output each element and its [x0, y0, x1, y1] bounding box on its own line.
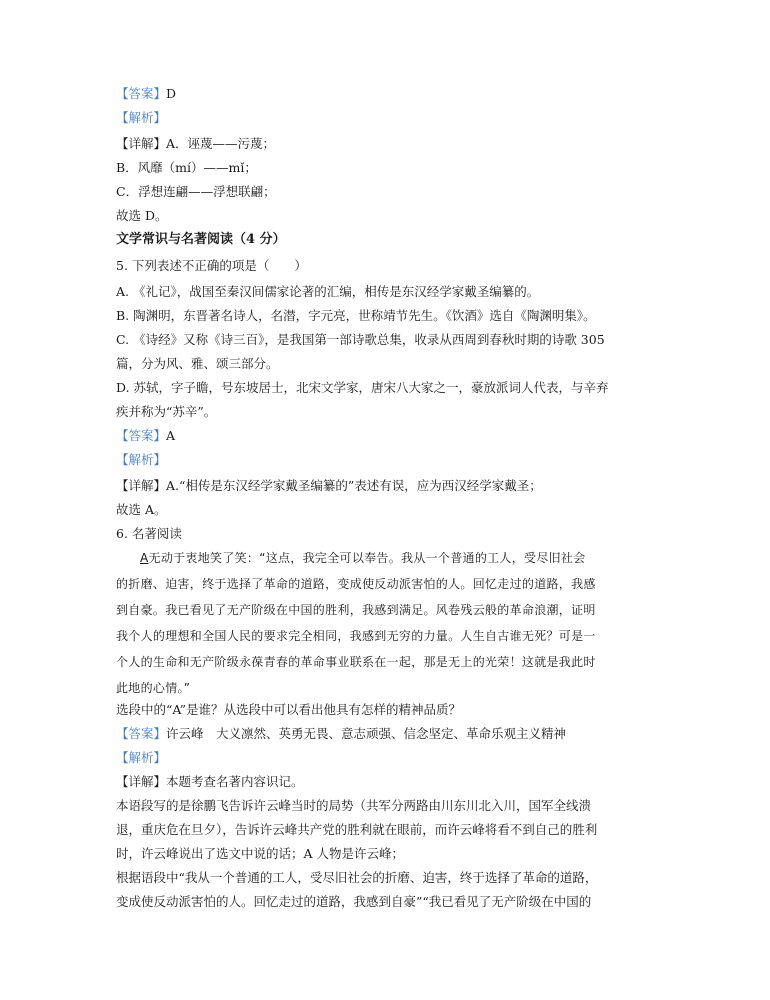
q5-stem: 5. 下列表述不正确的项是（ ）	[116, 258, 307, 273]
answer-tag: 【答案】	[116, 86, 167, 101]
q6-title: 6. 名著阅读	[116, 526, 182, 541]
q6-quote-line1-text: 无动于衷地笑了笑：“这点，我完全可以奉告。我从一个普通的工人，受尽旧社会	[148, 551, 586, 565]
q4-answer-value: D	[166, 86, 177, 101]
q6-answer-line	[116, 726, 566, 742]
q6-quote-marker: A	[140, 551, 149, 565]
q4-answer-line	[116, 86, 176, 102]
q6-quote-line4: 我个人的理想和全国人民的要求完全相同，我感到无穷的力量。人生自古谁无死？可是一	[116, 629, 596, 643]
q4-detail-a: A．诬蔑——污蔑；	[166, 136, 276, 151]
q6-para1-line1: 本语段写的是徐鹏飞告诉许云峰当时的局势（共军分两路由川东川北入川，国军全线溃	[116, 798, 592, 813]
q6-detail-line	[116, 774, 304, 790]
q6-para2-line2: 变成使反动派害怕的人。回忆走过的道路，我感到自豪”“我已看见了无产阶级在中国的	[116, 894, 592, 909]
q6-quote-line3: 到自豪。我已看见了无产阶级在中国的胜利，我感到满足。风卷残云般的革命浪潮，证明	[116, 603, 596, 617]
q6-quote-line5: 个人的生命和无产阶级永葆青春的革命事业联系在一起，那是无上的光荣！这就是我此时	[116, 655, 596, 669]
answer-tag: 【答案】	[116, 726, 167, 741]
q6-para1-line3: 时，许云峰说出了选文中说的话；A 人物是许云峰；	[116, 846, 405, 861]
q5-option-c-line2: 篇，分为风、雅、颂三部分。	[116, 356, 279, 371]
q5-option-c-line1: C. 《诗经》又称《诗三百》，是我国第一部诗歌总集，收录从西周到春秋时期的诗歌 305	[116, 332, 605, 347]
q6-question: 选段中的“A”是谁？从选段中可以看出他具有怎样的精神品质？	[116, 702, 461, 717]
q5-option-b: B. 陶渊明，东晋著名诗人，名潜，字元亮，世称靖节先生。《饮酒》选自《陶渊明集》。	[116, 308, 596, 323]
q4-analysis-tag: 【解析】	[116, 110, 167, 125]
q4-detail-c: C．浮想连翩——浮想联翩；	[116, 184, 276, 199]
q5-answer-value: A	[166, 428, 176, 443]
q4-detail-b: B．风靡（mí）——mǐ；	[116, 160, 257, 175]
answer-tag: 【答案】	[116, 428, 167, 443]
q6-analysis-tag: 【解析】	[116, 750, 167, 765]
q5-option-a: A. 《礼记》，战国至秦汉间儒家论著的汇编，相传是东汉经学家戴圣编纂的。	[116, 284, 540, 299]
q5-conclusion: 故选 A。	[116, 502, 167, 517]
section-heading: 文学常识与名著阅读（4 分）	[116, 232, 286, 247]
q6-para1-line2: 退，重庆危在旦夕），告诉许云峰共产党的胜利就在眼前，而许云峰将看不到自己的胜利	[116, 822, 598, 837]
q5-option-d-line1: D. 苏轼，字子瞻，号东坡居士，北宋文学家，唐宋八大家之一，豪放派词人代表，与辛弃	[116, 380, 609, 395]
q5-option-d-line2: 疾并称为“苏辛”。	[116, 404, 217, 419]
q5-analysis-tag: 【解析】	[116, 452, 167, 467]
q6-answer-value: 许云峰 大义凛然、英勇无畏、意志顽强、信念坚定、革命乐观主义精神	[166, 726, 567, 741]
q4-conclusion: 故选 D。	[116, 208, 168, 223]
q4-detail-line	[116, 136, 275, 152]
detail-tag: 【详解】	[116, 478, 167, 493]
q6-quote-line1	[140, 550, 586, 566]
q5-answer-line	[116, 428, 175, 444]
detail-tag: 【详解】	[116, 774, 167, 789]
q6-detail-text: 本题考查名著内容识记。	[166, 774, 304, 789]
q6-quote-line2: 的折磨、迫害，终于选择了革命的道路，变成使反动派害怕的人。回忆走过的道路，我感	[116, 577, 596, 591]
q6-quote-line6: 此地的心情。”	[116, 681, 191, 695]
detail-tag: 【详解】	[116, 136, 167, 151]
q5-detail-line	[116, 478, 542, 494]
q6-para2-line1: 根据语段中“我从一个普通的工人，受尽旧社会的折磨、迫害，终于选择了革命的道路，	[116, 870, 598, 885]
q5-detail-text: A.“相传是东汉经学家戴圣编纂的”表述有误，应为西汉经学家戴圣；	[166, 478, 542, 493]
